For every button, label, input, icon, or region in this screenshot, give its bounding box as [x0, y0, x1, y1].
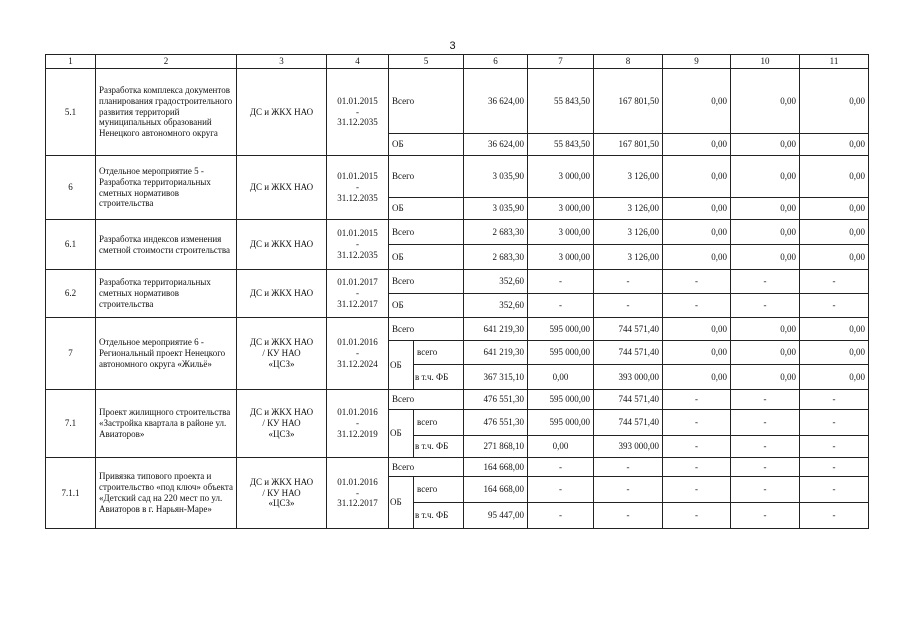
value-cell: 476 551,30 [464, 390, 528, 410]
value-cell: 0,00 [800, 318, 869, 341]
value-cell: 0,00 [663, 365, 731, 390]
item-name: Проект жилищного строительства «Застройка квартала в районе ул. Авиаторов» [96, 390, 237, 458]
value-cell: 0,00 [731, 198, 800, 220]
executor-line: / КУ НАО [262, 418, 301, 429]
value-cell: 0,00 [528, 436, 594, 458]
value-cell: 352,60 [464, 294, 528, 318]
item-number: 7.1.1 [46, 458, 96, 529]
funding-source: Всего [389, 156, 464, 198]
value-cell: 744 571,40 [594, 341, 663, 365]
value-cell: 271 868,10 [464, 436, 528, 458]
item-name: Разработка территориальных сметных нормативов строительства [96, 270, 237, 318]
period-start: 01.01.2017 [337, 277, 378, 288]
value-cell: 595 000,00 [528, 341, 594, 365]
value-cell: 0,00 [528, 365, 594, 390]
value-cell: 3 035,90 [464, 156, 528, 198]
funding-source: Всего [389, 270, 464, 294]
value-cell: - [731, 503, 800, 529]
funding-source: ОБ [389, 198, 464, 220]
value-cell: - [663, 458, 731, 477]
value-cell: 0,00 [800, 245, 869, 270]
column-number-row [46, 55, 869, 69]
value-cell: 0,00 [731, 318, 800, 341]
period-dash: - [356, 182, 359, 193]
header-cell: 8 [594, 55, 663, 69]
value-cell: 164 668,00 [464, 477, 528, 503]
period-dash: - [356, 418, 359, 429]
value-cell: - [594, 270, 663, 294]
value-cell: - [800, 436, 869, 458]
item-name: Разработка комплекса документов планирования градостроительного развития территорий муниципальных образований Ненецкого автономного округа [96, 69, 237, 156]
funding-source: в т.ч. ФБ [414, 436, 464, 458]
period-end: 31.12.2017 [337, 498, 378, 509]
value-cell: 641 219,30 [464, 318, 528, 341]
value-cell: - [731, 390, 800, 410]
period-end: 31.12.2024 [337, 358, 378, 369]
executor-line: «ЦСЗ» [268, 428, 295, 439]
value-cell: 0,00 [731, 156, 800, 198]
value-cell: - [800, 410, 869, 436]
value-cell: 0,00 [731, 245, 800, 270]
funding-source: Всего [389, 390, 464, 410]
item-number: 5.1 [46, 69, 96, 156]
value-cell: 744 571,40 [594, 318, 663, 341]
value-cell: - [800, 270, 869, 294]
value-cell: 0,00 [800, 134, 869, 156]
value-cell: 3 000,00 [528, 220, 594, 245]
value-cell: 0,00 [663, 69, 731, 134]
value-cell: - [663, 503, 731, 529]
value-cell: 744 571,40 [594, 390, 663, 410]
value-cell: - [663, 477, 731, 503]
period-start: 01.01.2016 [337, 337, 378, 348]
executor-line: / КУ НАО [262, 348, 301, 359]
executor [237, 458, 327, 529]
executor-line: «ЦСЗ» [268, 358, 295, 369]
value-cell: 3 126,00 [594, 220, 663, 245]
value-cell: 0,00 [663, 134, 731, 156]
period-dash: - [356, 106, 359, 117]
value-cell: 367 315,10 [464, 365, 528, 390]
budget-ob: ОБ [389, 410, 414, 458]
funding-source: ОБ [389, 134, 464, 156]
value-cell: 0,00 [663, 156, 731, 198]
executor-line: ДС и ЖКХ НАО [249, 476, 314, 487]
table-row [46, 390, 869, 410]
value-cell: - [594, 458, 663, 477]
value-cell: - [528, 458, 594, 477]
header-cell: 6 [464, 55, 528, 69]
funding-source: Всего [389, 458, 464, 477]
period [327, 390, 389, 458]
value-cell: 2 683,30 [464, 220, 528, 245]
item-name: Привязка типового проекта и строительство «под ключ» объекта «Детский сад на 220 мест по ул. Авиаторов в г. Нарьян-Маре» [96, 458, 237, 529]
value-cell: 595 000,00 [528, 390, 594, 410]
item-number: 6.1 [46, 220, 96, 270]
value-cell: 0,00 [663, 318, 731, 341]
value-cell: - [800, 294, 869, 318]
funding-source: в т.ч. ФБ [414, 503, 464, 529]
value-cell: 595 000,00 [528, 410, 594, 436]
value-cell: - [528, 477, 594, 503]
value-cell: - [594, 294, 663, 318]
value-cell: - [528, 503, 594, 529]
header-cell: 3 [237, 55, 327, 69]
period [327, 156, 389, 220]
period-start: 01.01.2015 [337, 95, 378, 106]
period-start: 01.01.2015 [337, 171, 378, 182]
executor-line: «ЦСЗ» [268, 498, 295, 509]
table-row [46, 69, 869, 134]
value-cell: 0,00 [800, 365, 869, 390]
item-name: Отдельное мероприятие 5 - Разработка территориальных сметных нормативов строительства [96, 156, 237, 220]
executor: ДС и ЖКХ НАО [237, 69, 327, 156]
period [327, 270, 389, 318]
value-cell: 167 801,50 [594, 134, 663, 156]
value-cell: 0,00 [731, 341, 800, 365]
executor [237, 390, 327, 458]
value-cell: 55 843,50 [528, 69, 594, 134]
period-dash: - [356, 288, 359, 299]
value-cell: 0,00 [800, 220, 869, 245]
value-cell: - [528, 294, 594, 318]
funding-source: ОБ [389, 294, 464, 318]
value-cell: 36 624,00 [464, 134, 528, 156]
item-name: Разработка индексов изменения сметной стоимости строительства [96, 220, 237, 270]
value-cell: 3 126,00 [594, 156, 663, 198]
value-cell: 3 126,00 [594, 245, 663, 270]
period-dash: - [356, 239, 359, 250]
executor: ДС и ЖКХ НАО [237, 220, 327, 270]
value-cell: 393 000,00 [594, 436, 663, 458]
value-cell: 0,00 [731, 134, 800, 156]
value-cell: 0,00 [800, 69, 869, 134]
value-cell: 3 000,00 [528, 156, 594, 198]
value-cell: - [731, 477, 800, 503]
period-end: 31.12.2035 [337, 117, 378, 128]
period-end: 31.12.2019 [337, 428, 378, 439]
value-cell: 0,00 [731, 365, 800, 390]
period-start: 01.01.2015 [337, 228, 378, 239]
value-cell: 3 000,00 [528, 245, 594, 270]
header-cell: 10 [731, 55, 800, 69]
value-cell: - [800, 390, 869, 410]
value-cell: 0,00 [663, 341, 731, 365]
budget-ob: ОБ [389, 477, 414, 529]
period [327, 220, 389, 270]
value-cell: 641 219,30 [464, 341, 528, 365]
budget-ob: ОБ [389, 341, 414, 390]
value-cell: - [731, 410, 800, 436]
header-cell: 4 [327, 55, 389, 69]
table-row [46, 156, 869, 198]
period-end: 31.12.2035 [337, 192, 378, 203]
period-end: 31.12.2017 [337, 298, 378, 309]
funding-source: в т.ч. ФБ [414, 365, 464, 390]
funding-source: всего [414, 341, 464, 365]
value-cell: - [663, 410, 731, 436]
executor: ДС и ЖКХ НАО [237, 270, 327, 318]
value-cell: 476 551,30 [464, 410, 528, 436]
value-cell: 393 000,00 [594, 365, 663, 390]
period [327, 318, 389, 390]
table-row [46, 458, 869, 477]
executor: ДС и ЖКХ НАО [237, 156, 327, 220]
period [327, 69, 389, 156]
value-cell: 352,60 [464, 270, 528, 294]
value-cell: - [800, 458, 869, 477]
value-cell: 164 668,00 [464, 458, 528, 477]
period-dash: - [356, 487, 359, 498]
value-cell: - [663, 270, 731, 294]
value-cell: - [731, 294, 800, 318]
period-dash: - [356, 348, 359, 359]
period-end: 31.12.2035 [337, 249, 378, 260]
value-cell: - [663, 436, 731, 458]
value-cell: - [594, 477, 663, 503]
funding-source: Всего [389, 220, 464, 245]
table-row [46, 318, 869, 341]
value-cell: 167 801,50 [594, 69, 663, 134]
period-start: 01.01.2016 [337, 476, 378, 487]
value-cell: - [663, 294, 731, 318]
value-cell: 0,00 [800, 198, 869, 220]
value-cell: - [663, 390, 731, 410]
header-cell: 2 [96, 55, 237, 69]
header-cell: 9 [663, 55, 731, 69]
item-name: Отдельное мероприятие 6 - Региональный проект Ненецкого автономного округа «Жильё» [96, 318, 237, 390]
executor [237, 318, 327, 390]
header-cell: 5 [389, 55, 464, 69]
value-cell: 0,00 [663, 220, 731, 245]
value-cell: - [528, 270, 594, 294]
value-cell: - [731, 436, 800, 458]
header-cell: 7 [528, 55, 594, 69]
item-number: 6 [46, 156, 96, 220]
value-cell: 0,00 [663, 198, 731, 220]
value-cell: - [594, 503, 663, 529]
item-number: 7 [46, 318, 96, 390]
value-cell: 0,00 [800, 341, 869, 365]
item-number: 6.2 [46, 270, 96, 318]
table-row [46, 270, 869, 294]
funding-source: всего [414, 410, 464, 436]
value-cell: - [800, 503, 869, 529]
header-cell: 1 [46, 55, 96, 69]
value-cell: 3 035,90 [464, 198, 528, 220]
executor-line: ДС и ЖКХ НАО [249, 337, 314, 348]
period-start: 01.01.2016 [337, 407, 378, 418]
value-cell: 595 000,00 [528, 318, 594, 341]
executor-line: ДС и ЖКХ НАО [249, 407, 314, 418]
value-cell: 0,00 [731, 69, 800, 134]
funding-source: Всего [389, 69, 464, 134]
program-funding-table [45, 54, 869, 529]
value-cell: - [731, 458, 800, 477]
value-cell: 55 843,50 [528, 134, 594, 156]
value-cell: 95 447,00 [464, 503, 528, 529]
table-row [46, 220, 869, 245]
value-cell: 3 000,00 [528, 198, 594, 220]
funding-source: Всего [389, 318, 464, 341]
page-number: 3 [449, 40, 456, 52]
value-cell: 744 571,40 [594, 410, 663, 436]
period [327, 458, 389, 529]
header-cell: 11 [800, 55, 869, 69]
executor-line: / КУ НАО [262, 487, 301, 498]
value-cell: 2 683,30 [464, 245, 528, 270]
value-cell: 0,00 [663, 245, 731, 270]
value-cell: 0,00 [800, 156, 869, 198]
funding-source: всего [414, 477, 464, 503]
value-cell: - [800, 477, 869, 503]
funding-source: ОБ [389, 245, 464, 270]
value-cell: 3 126,00 [594, 198, 663, 220]
value-cell: 36 624,00 [464, 69, 528, 134]
item-number: 7.1 [46, 390, 96, 458]
value-cell: 0,00 [731, 220, 800, 245]
value-cell: - [731, 270, 800, 294]
